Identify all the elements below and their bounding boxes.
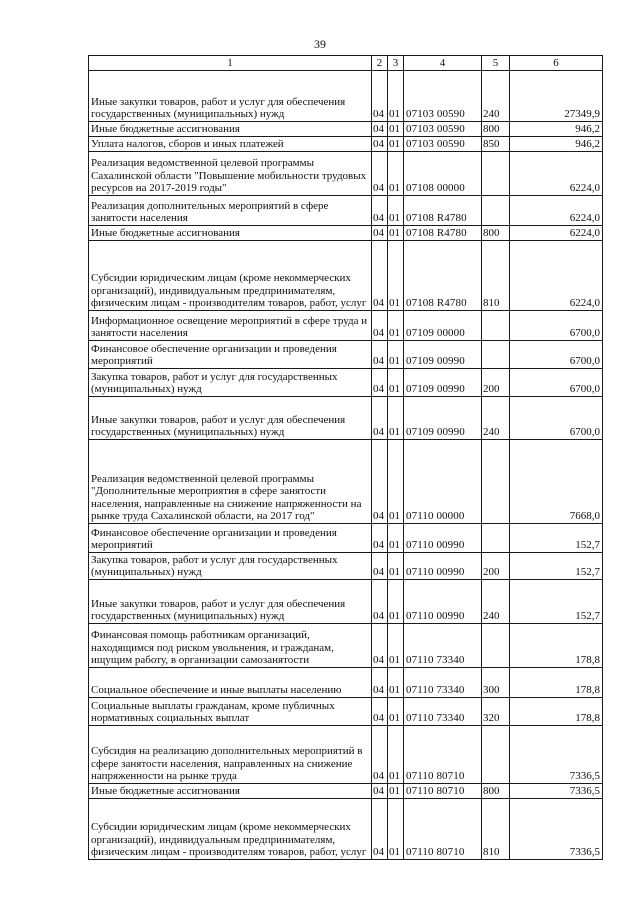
table-row (89, 624, 603, 668)
row-subsection: 01 (388, 580, 404, 624)
row-target-article: 07110 00000 (404, 440, 482, 524)
row-target-article: 07110 73340 (404, 668, 482, 698)
row-amount: 6224,0 (510, 226, 603, 241)
row-expense-type (482, 726, 510, 784)
row-subsection: 01 (388, 698, 404, 726)
row-name: Реализация дополнительных мероприятий в сфере занятости населения (89, 196, 372, 226)
table-row (89, 226, 603, 241)
row-section: 04 (372, 241, 388, 311)
row-name: Социальное обеспечение и иные выплаты населению (89, 668, 372, 698)
table-row (89, 580, 603, 624)
row-target-article: 07109 00990 (404, 397, 482, 440)
row-target-article: 07108 R4780 (404, 226, 482, 241)
row-expense-type: 240 (482, 580, 510, 624)
row-section: 04 (372, 341, 388, 369)
row-expense-type (482, 624, 510, 668)
row-subsection: 01 (388, 369, 404, 397)
row-subsection: 01 (388, 668, 404, 698)
table-row (89, 311, 603, 341)
row-amount: 946,2 (510, 122, 603, 137)
table-row (89, 152, 603, 196)
row-name: Иные закупки товаров, работ и услуг для обеспечения государственных (муниципальных) нужд (89, 397, 372, 440)
row-section: 04 (372, 553, 388, 580)
row-amount: 7336,5 (510, 784, 603, 799)
row-subsection: 01 (388, 226, 404, 241)
row-subsection: 01 (388, 241, 404, 311)
row-name: Финансовая помощь работникам организаций, находящимся под риском увольнения, и гражданам, ищущим работу, в организации самозанятости (89, 624, 372, 668)
table-header-row (89, 56, 603, 71)
row-expense-type: 240 (482, 71, 510, 122)
table-row (89, 122, 603, 137)
row-section: 04 (372, 311, 388, 341)
column-header-expense-type: 5 (482, 56, 510, 71)
budget-table-body (89, 56, 603, 860)
row-expense-type (482, 152, 510, 196)
row-target-article: 07110 80710 (404, 799, 482, 860)
row-expense-type: 320 (482, 698, 510, 726)
row-subsection: 01 (388, 397, 404, 440)
table-row (89, 241, 603, 311)
row-section: 04 (372, 726, 388, 784)
row-name: Закупка товаров, работ и услуг для государственных (муниципальных) нужд (89, 553, 372, 580)
row-subsection: 01 (388, 122, 404, 137)
row-target-article: 07110 80710 (404, 726, 482, 784)
row-target-article: 07103 00590 (404, 137, 482, 152)
row-name: Иные бюджетные ассигнования (89, 122, 372, 137)
row-subsection: 01 (388, 71, 404, 122)
row-name: Информационное освещение мероприятий в сфере труда и занятости населения (89, 311, 372, 341)
row-target-article: 07110 73340 (404, 698, 482, 726)
row-expense-type: 850 (482, 137, 510, 152)
row-amount: 6224,0 (510, 196, 603, 226)
table-row (89, 440, 603, 524)
page-number: 39 (314, 37, 326, 51)
row-section: 04 (372, 624, 388, 668)
row-expense-type (482, 196, 510, 226)
row-section: 04 (372, 397, 388, 440)
row-expense-type: 200 (482, 369, 510, 397)
row-section: 04 (372, 698, 388, 726)
row-amount: 178,8 (510, 698, 603, 726)
row-target-article: 07108 00000 (404, 152, 482, 196)
row-expense-type: 200 (482, 553, 510, 580)
row-name: Реализация ведомственной целевой программы Сахалинской области "Повышение мобильности трудовых ресурсов на 2017-2019 годы" (89, 152, 372, 196)
row-name: Финансовое обеспечение организации и проведения мероприятий (89, 524, 372, 553)
row-section: 04 (372, 440, 388, 524)
column-header-subsection: 3 (388, 56, 404, 71)
row-expense-type: 800 (482, 226, 510, 241)
row-target-article: 07110 00990 (404, 524, 482, 553)
row-expense-type: 240 (482, 397, 510, 440)
row-expense-type (482, 440, 510, 524)
row-amount: 152,7 (510, 580, 603, 624)
table-row (89, 397, 603, 440)
row-name: Субсидии юридическим лицам (кроме некоммерческих организаций), индивидуальным предпринимателям, физическим лицам - производителям товаров, работ, услуг (89, 799, 372, 860)
row-subsection: 01 (388, 152, 404, 196)
table-row (89, 196, 603, 226)
row-expense-type: 800 (482, 122, 510, 137)
row-subsection: 01 (388, 196, 404, 226)
row-section: 04 (372, 668, 388, 698)
row-expense-type: 300 (482, 668, 510, 698)
row-section: 04 (372, 784, 388, 799)
row-amount: 6700,0 (510, 397, 603, 440)
row-section: 04 (372, 137, 388, 152)
row-name: Социальные выплаты гражданам, кроме публичных нормативных социальных выплат (89, 698, 372, 726)
row-expense-type: 810 (482, 241, 510, 311)
row-amount: 6700,0 (510, 341, 603, 369)
row-amount: 178,8 (510, 624, 603, 668)
row-name: Субсидия на реализацию дополнительных мероприятий в сфере занятости населения, направленных на снижение напряженности на рынке труда (89, 726, 372, 784)
table-row (89, 726, 603, 784)
row-section: 04 (372, 152, 388, 196)
row-expense-type (482, 341, 510, 369)
table-row (89, 698, 603, 726)
row-subsection: 01 (388, 524, 404, 553)
row-name: Реализация ведомственной целевой программы "Дополнительные мероприятия в сфере занятости населения, направленные на снижение напряженности на рынке труда Сахалинской области, на 2017 год" (89, 440, 372, 524)
row-expense-type (482, 311, 510, 341)
row-amount: 6700,0 (510, 311, 603, 341)
row-section: 04 (372, 580, 388, 624)
budget-table (88, 55, 603, 860)
row-target-article: 07103 00590 (404, 71, 482, 122)
row-subsection: 01 (388, 553, 404, 580)
row-name: Закупка товаров, работ и услуг для государственных (муниципальных) нужд (89, 369, 372, 397)
row-section: 04 (372, 524, 388, 553)
row-name: Иные бюджетные ассигнования (89, 226, 372, 241)
row-subsection: 01 (388, 137, 404, 152)
row-expense-type: 810 (482, 799, 510, 860)
row-target-article: 07110 80710 (404, 784, 482, 799)
table-row (89, 799, 603, 860)
row-expense-type (482, 524, 510, 553)
row-target-article: 07109 00990 (404, 341, 482, 369)
column-header-target-article: 4 (404, 56, 482, 71)
table-row (89, 524, 603, 553)
row-target-article: 07108 R4780 (404, 241, 482, 311)
table-row (89, 553, 603, 580)
row-section: 04 (372, 196, 388, 226)
row-name: Иные бюджетные ассигнования (89, 784, 372, 799)
table-row (89, 784, 603, 799)
row-section: 04 (372, 799, 388, 860)
row-subsection: 01 (388, 440, 404, 524)
row-subsection: 01 (388, 784, 404, 799)
row-target-article: 07108 R4780 (404, 196, 482, 226)
row-target-article: 07109 00000 (404, 311, 482, 341)
row-subsection: 01 (388, 341, 404, 369)
row-section: 04 (372, 71, 388, 122)
table-row (89, 369, 603, 397)
row-subsection: 01 (388, 726, 404, 784)
row-amount: 946,2 (510, 137, 603, 152)
row-amount: 6700,0 (510, 369, 603, 397)
table-row (89, 71, 603, 122)
table-row (89, 137, 603, 152)
column-header-section: 2 (372, 56, 388, 71)
row-subsection: 01 (388, 311, 404, 341)
row-expense-type: 800 (482, 784, 510, 799)
row-amount: 7336,5 (510, 726, 603, 784)
column-header-name: 1 (89, 56, 372, 71)
row-amount: 152,7 (510, 553, 603, 580)
row-subsection: 01 (388, 624, 404, 668)
column-header-amount: 6 (510, 56, 603, 71)
row-target-article: 07103 00590 (404, 122, 482, 137)
row-name: Иные закупки товаров, работ и услуг для обеспечения государственных (муниципальных) нужд (89, 71, 372, 122)
row-target-article: 07110 00990 (404, 580, 482, 624)
table-row (89, 668, 603, 698)
row-amount: 27349,9 (510, 71, 603, 122)
row-amount: 152,7 (510, 524, 603, 553)
row-target-article: 07110 73340 (404, 624, 482, 668)
row-section: 04 (372, 369, 388, 397)
row-amount: 6224,0 (510, 152, 603, 196)
row-subsection: 01 (388, 799, 404, 860)
row-name: Финансовое обеспечение организации и проведения мероприятий (89, 341, 372, 369)
row-amount: 6224,0 (510, 241, 603, 311)
row-target-article: 07110 00990 (404, 553, 482, 580)
row-name: Субсидии юридическим лицам (кроме некоммерческих организаций), индивидуальным предпринимателям, физическим лицам - производителям товаров, работ, услуг (89, 241, 372, 311)
row-name: Уплата налогов, сборов и иных платежей (89, 137, 372, 152)
row-amount: 7336,5 (510, 799, 603, 860)
row-name: Иные закупки товаров, работ и услуг для обеспечения государственных (муниципальных) нужд (89, 580, 372, 624)
row-section: 04 (372, 122, 388, 137)
row-target-article: 07109 00990 (404, 369, 482, 397)
row-amount: 178,8 (510, 668, 603, 698)
row-amount: 7668,0 (510, 440, 603, 524)
table-row (89, 341, 603, 369)
row-section: 04 (372, 226, 388, 241)
